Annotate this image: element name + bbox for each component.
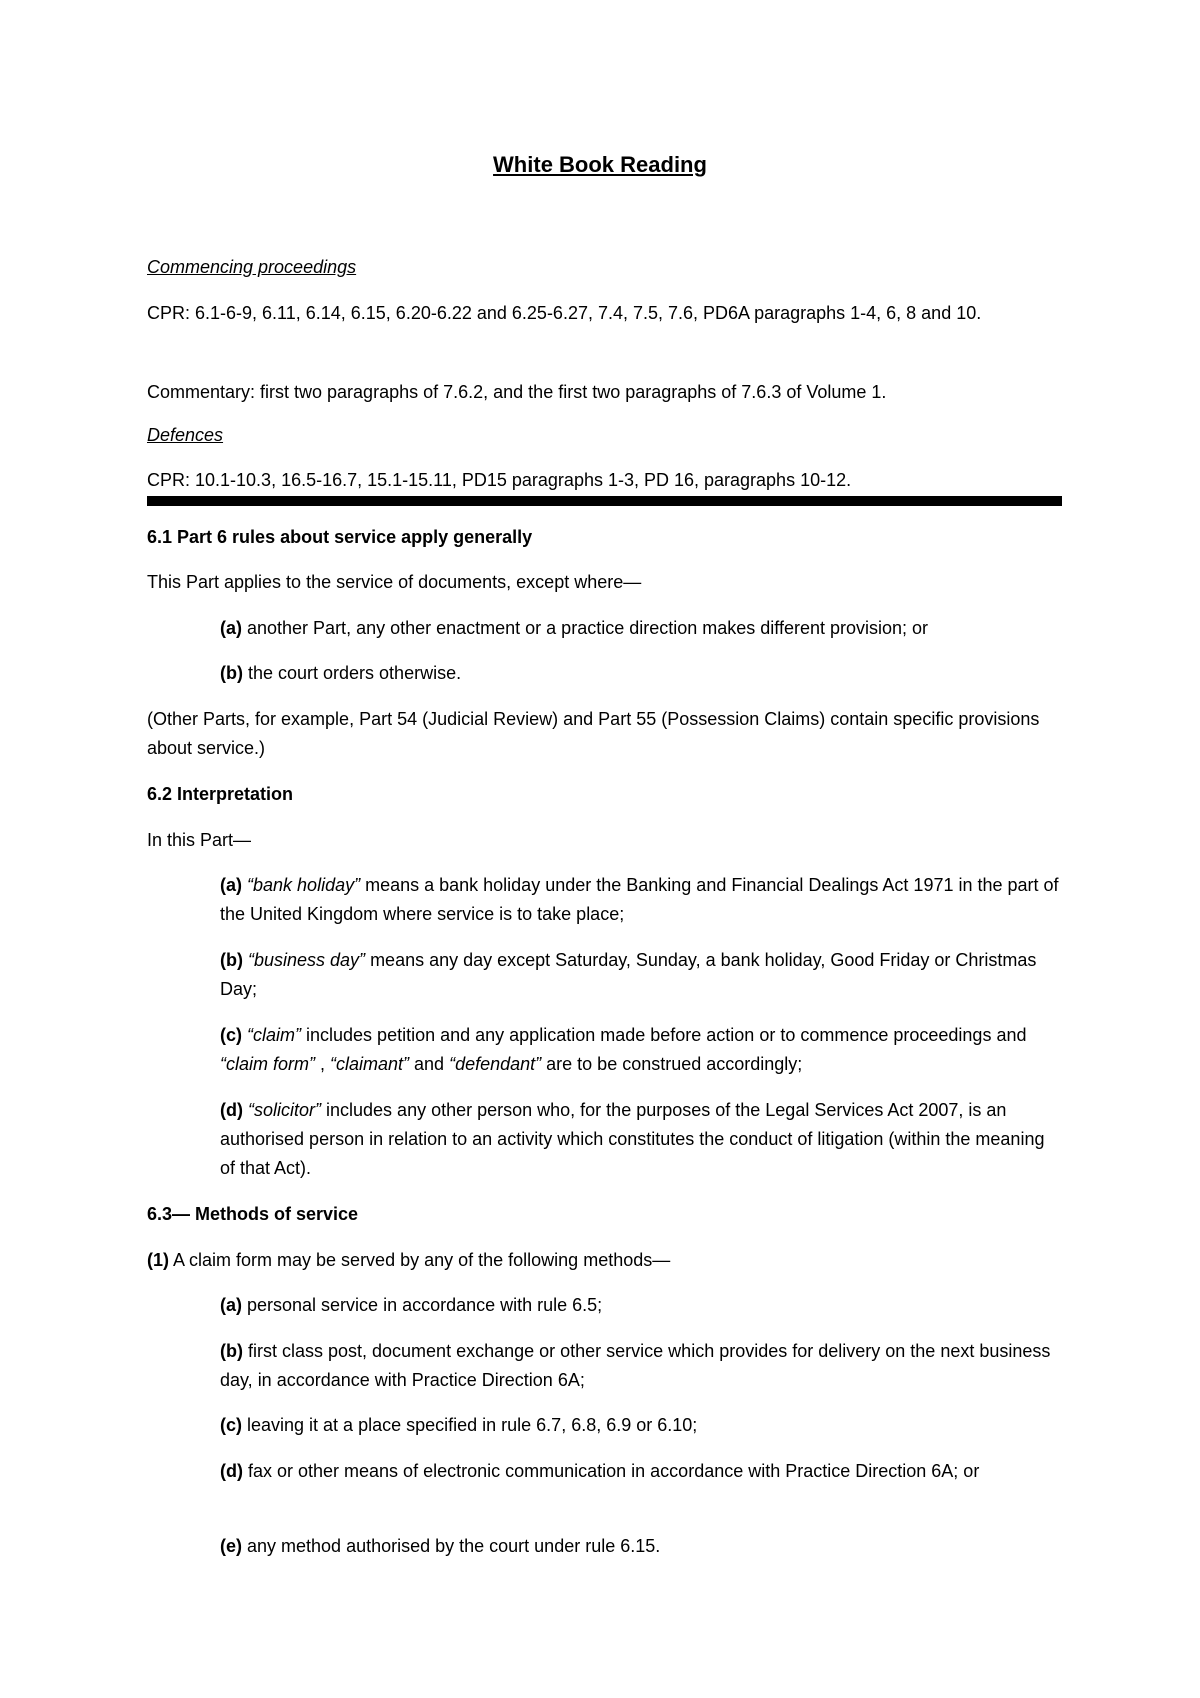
commencing-proceedings-heading: Commencing proceedings <box>147 257 357 277</box>
item-text: fax or other means of electronic communication in accordance with Practice Direction 6A; or <box>242 1461 980 1481</box>
item-label: (c) <box>220 1415 242 1435</box>
section-divider <box>147 496 1062 506</box>
rule-6-1-intro: This Part applies to the service of documents, except where— <box>147 572 642 592</box>
commencing-cpr-list: CPR: 6.1-6-9, 6.11, 6.14, 6.15, 6.20-6.22 and 6.25-6.27, 7.4, 7.5, 7.6, PD6A paragraphs 1-4, 6, 8 and 10. <box>147 303 982 323</box>
defences-heading: Defences <box>147 425 224 445</box>
rule-6-2-intro: In this Part— <box>147 830 252 850</box>
item-label: (a) <box>220 875 242 895</box>
item-text: includes petition and any application made before action or to commence proceedings and <box>301 1025 1027 1045</box>
item-text: leaving it at a place specified in rule 6.7, 6.8, 6.9 or 6.10; <box>242 1415 698 1435</box>
defined-term: “solicitor” <box>248 1100 322 1120</box>
item-label: (1) <box>147 1250 169 1270</box>
rule-6-3-item-e <box>220 1532 1062 1561</box>
rule-6-3-item-a <box>220 1291 1062 1320</box>
rule-6-2-heading: 6.2 Interpretation <box>147 784 294 804</box>
item-text: the court orders otherwise. <box>242 663 462 683</box>
item-text: means a bank holiday under the Banking and Financial Dealings Act 1971 in the part of the United Kingdom where service is to take place; <box>220 875 1059 924</box>
rule-6-1-item-a <box>220 614 1062 643</box>
defined-term: “bank holiday” <box>247 875 361 895</box>
item-text: first class post, document exchange or other service which provides for delivery on the next business day, in accordance with Practice Direction 6A; <box>220 1341 1051 1390</box>
item-label: (b) <box>220 1341 243 1361</box>
rule-6-1-item-b <box>220 659 1062 688</box>
item-label: (b) <box>220 950 243 970</box>
item-label: (d) <box>220 1461 243 1481</box>
document-title: White Book Reading <box>493 152 707 177</box>
item-text: includes any other person who, for the purposes of the Legal Services Act 2007, is an authorised person in relation to an activity which constitutes the conduct of litigation (within the meaning of that Act). <box>220 1100 1045 1178</box>
rule-6-3-paragraph-1 <box>147 1246 1062 1275</box>
rule-6-3-heading: 6.3— Methods of service <box>147 1204 359 1224</box>
rule-6-1-note: (Other Parts, for example, Part 54 (Judicial Review) and Part 55 (Possession Claims) contain specific provisions about service.) <box>147 709 1040 758</box>
rule-6-3-item-c <box>220 1411 1062 1440</box>
rule-6-3-item-d <box>220 1457 1062 1486</box>
item-text: and <box>409 1054 450 1074</box>
rule-6-2-item-a <box>220 871 1062 929</box>
item-text: another Part, any other enactment or a practice direction makes different provision; or <box>242 618 929 638</box>
defined-term: “claim form” <box>220 1054 315 1074</box>
item-label: (e) <box>220 1536 242 1556</box>
item-text: are to be construed accordingly; <box>541 1054 803 1074</box>
item-label: (d) <box>220 1100 243 1120</box>
defences-cpr-list: CPR: 10.1-10.3, 16.5-16.7, 15.1-15.11, PD15 paragraphs 1-3, PD 16, paragraphs 10-12. <box>147 470 852 490</box>
rule-6-2-item-c <box>220 1021 1062 1079</box>
rule-6-3-item-b <box>220 1337 1062 1395</box>
item-text: personal service in accordance with rule 6.5; <box>242 1295 603 1315</box>
item-label: (a) <box>220 618 242 638</box>
item-text: any method authorised by the court under rule 6.15. <box>242 1536 661 1556</box>
item-label: (c) <box>220 1025 242 1045</box>
defined-term: “defendant” <box>449 1054 542 1074</box>
defined-term: “claimant” <box>330 1054 410 1074</box>
commentary-paragraph: Commentary: first two paragraphs of 7.6.2, and the first two paragraphs of 7.6.3 of Volume 1. <box>147 382 887 402</box>
item-text: A claim form may be served by any of the following methods— <box>169 1250 671 1270</box>
rule-6-1-heading: 6.1 Part 6 rules about service apply generally <box>147 527 533 547</box>
defined-term: “business day” <box>248 950 366 970</box>
rule-6-2-item-b <box>220 946 1062 1004</box>
rule-6-2-item-d <box>220 1096 1062 1183</box>
defined-term: “claim” <box>247 1025 302 1045</box>
item-text: , <box>315 1054 331 1074</box>
item-label: (b) <box>220 663 243 683</box>
item-text: means any day except Saturday, Sunday, a bank holiday, Good Friday or Christmas Day; <box>220 950 1037 999</box>
item-label: (a) <box>220 1295 242 1315</box>
